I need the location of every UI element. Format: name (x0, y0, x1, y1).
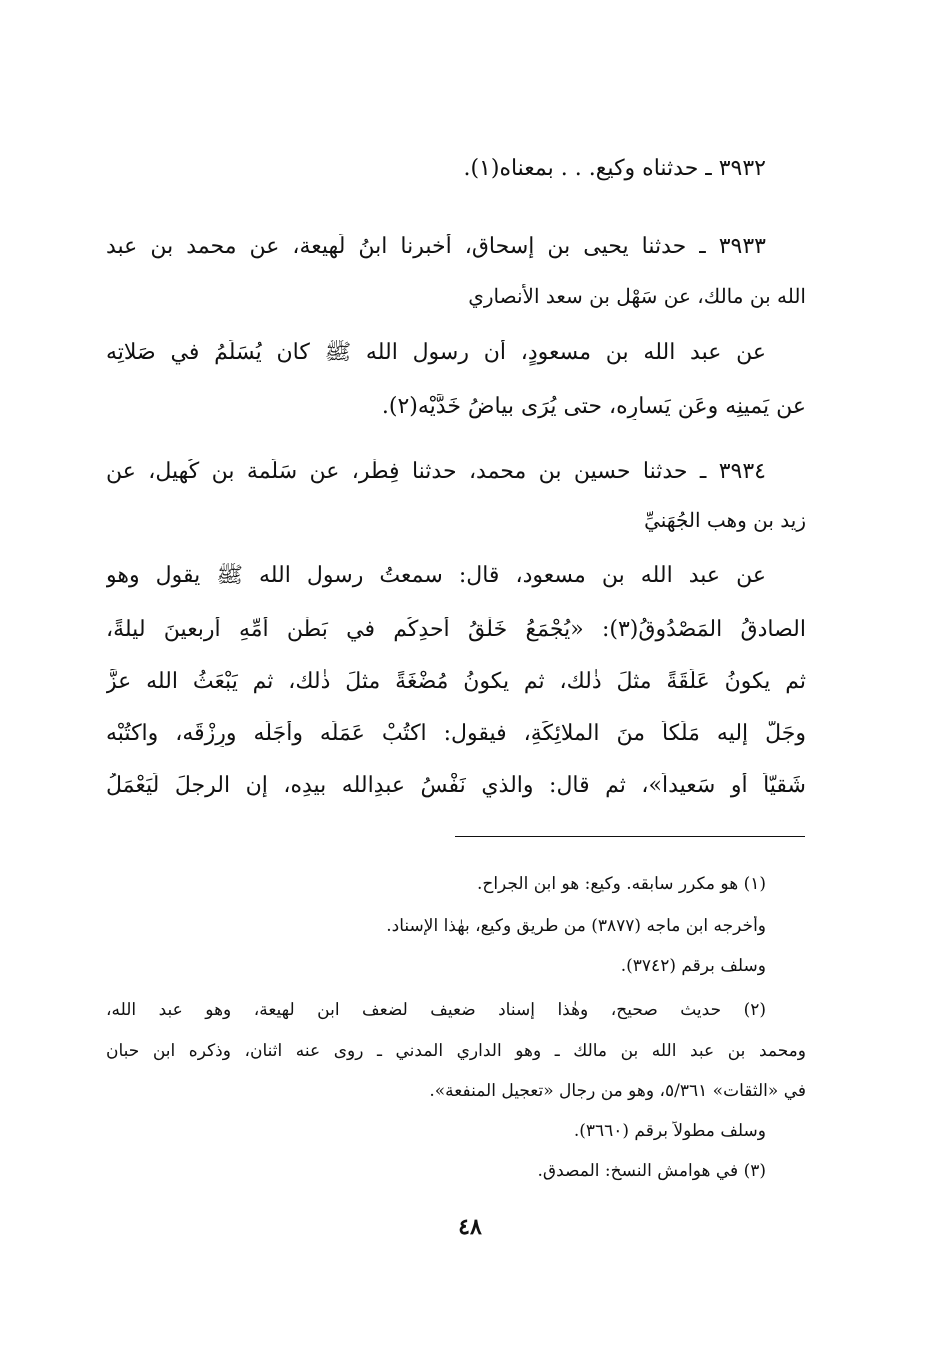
footnote-1-line-3: وسلف برقم (٣٧٤٢). (620, 956, 766, 976)
hadith-3932: ٣٩٣٢ ـ حدثناه وكيع. . . بمعناه(١). (463, 156, 766, 181)
hadith-3934-isnad-line-1: ٣٩٣٤ ـ حدثنا حسين بن محمد، حدثنا فِطْر، عن سَلَمة بن كُهيل، عن (106, 459, 766, 484)
footnote-1: (١) هو مكرر سابقه. وكيع: هو ابن الجراح. (476, 874, 766, 894)
footnote-2-line-4: وسلف مطولاً برقم (٣٦٦٠). (573, 1121, 766, 1141)
footnote-2-line-2: ومحمد بن عبد الله بن مالك ـ وهو الداري المدني ـ روى عنه اثنان، وذكره ابن حبان (106, 1041, 806, 1061)
hadith-3934-matn-line-3: ثم يكونُ عَلَقَةً مثلَ ذٰلك، ثم يكونُ مُضْغَةً مثلَ ذٰلك، ثم يَبْعَثُ الله عزَّ (106, 669, 806, 694)
footnote-divider (455, 836, 805, 837)
hadith-3933-matn-line-1: عن عبد الله بن مسعودٍ، أن رسول الله ﷺ كان يُسَلِّمُ في صَلاتِه (106, 340, 766, 365)
hadith-3934-matn-line-1: عن عبد الله بن مسعود، قال: سمعتُ رسول الله ﷺ يقول وهو (106, 563, 766, 588)
footnote-2-line-3: في «الثقات» ٥/٣٦١، وهو من رجال «تعجيل المنفعة». (429, 1081, 806, 1101)
page-number: ٤٨ (458, 1214, 482, 1240)
hadith-3933-matn-line-2: عن يَمينِه وعَن يَسارِه، حتى يُرَى بياضُ خَدَّيْه(٢). (381, 394, 806, 419)
hadith-3933-isnad-line-2: الله بن مالك، عن سَهْل بن سعد الأنصاري (468, 284, 806, 308)
footnote-2: (٢) حديث صحيح، وهٰذا إسناد ضعيف لضعف ابن لهيعة، وهو عبد الله، (106, 1000, 766, 1020)
hadith-3933-isnad-line-1: ٣٩٣٣ ـ حدثنا يحيى بن إسحاق، أخبرنا ابنُ لَهيعة، عن محمد بنِ عبد (106, 234, 766, 259)
hadith-3934-isnad-line-2: زيد بن وهب الجُهَنيِّ (644, 508, 806, 532)
footnote-1-line-2: وأخرجه ابن ماجه (٣٨٧٧) من طريق وكيع، بهٰذا الإسناد. (386, 916, 766, 936)
footnote-3: (٣) في هوامش النسخ: المصدق. (537, 1161, 766, 1181)
hadith-3934-matn-line-2: الصادقُ المَصْدُوقُ(٣): «يُجْمَعُ خَلْقُ أحدِكُم في بَطْنِ أُمِّهِ أربعينَ ليلةً، (106, 617, 806, 642)
hadith-3934-matn-line-5: شَقيّاً أو سَعيداً»، ثم قال: والذي نَفْسُ عبدِالله بيدِه، إن الرجلَ لَيَعْمَلُ (106, 773, 806, 798)
hadith-3934-matn-line-4: وجَلَّ إليه مَلَكاً منَ الملائِكَةِ، فيقول: اكتُبْ عَمَلَه وأَجَلَه ورِزْقَه، واكتُبْه (106, 721, 806, 746)
